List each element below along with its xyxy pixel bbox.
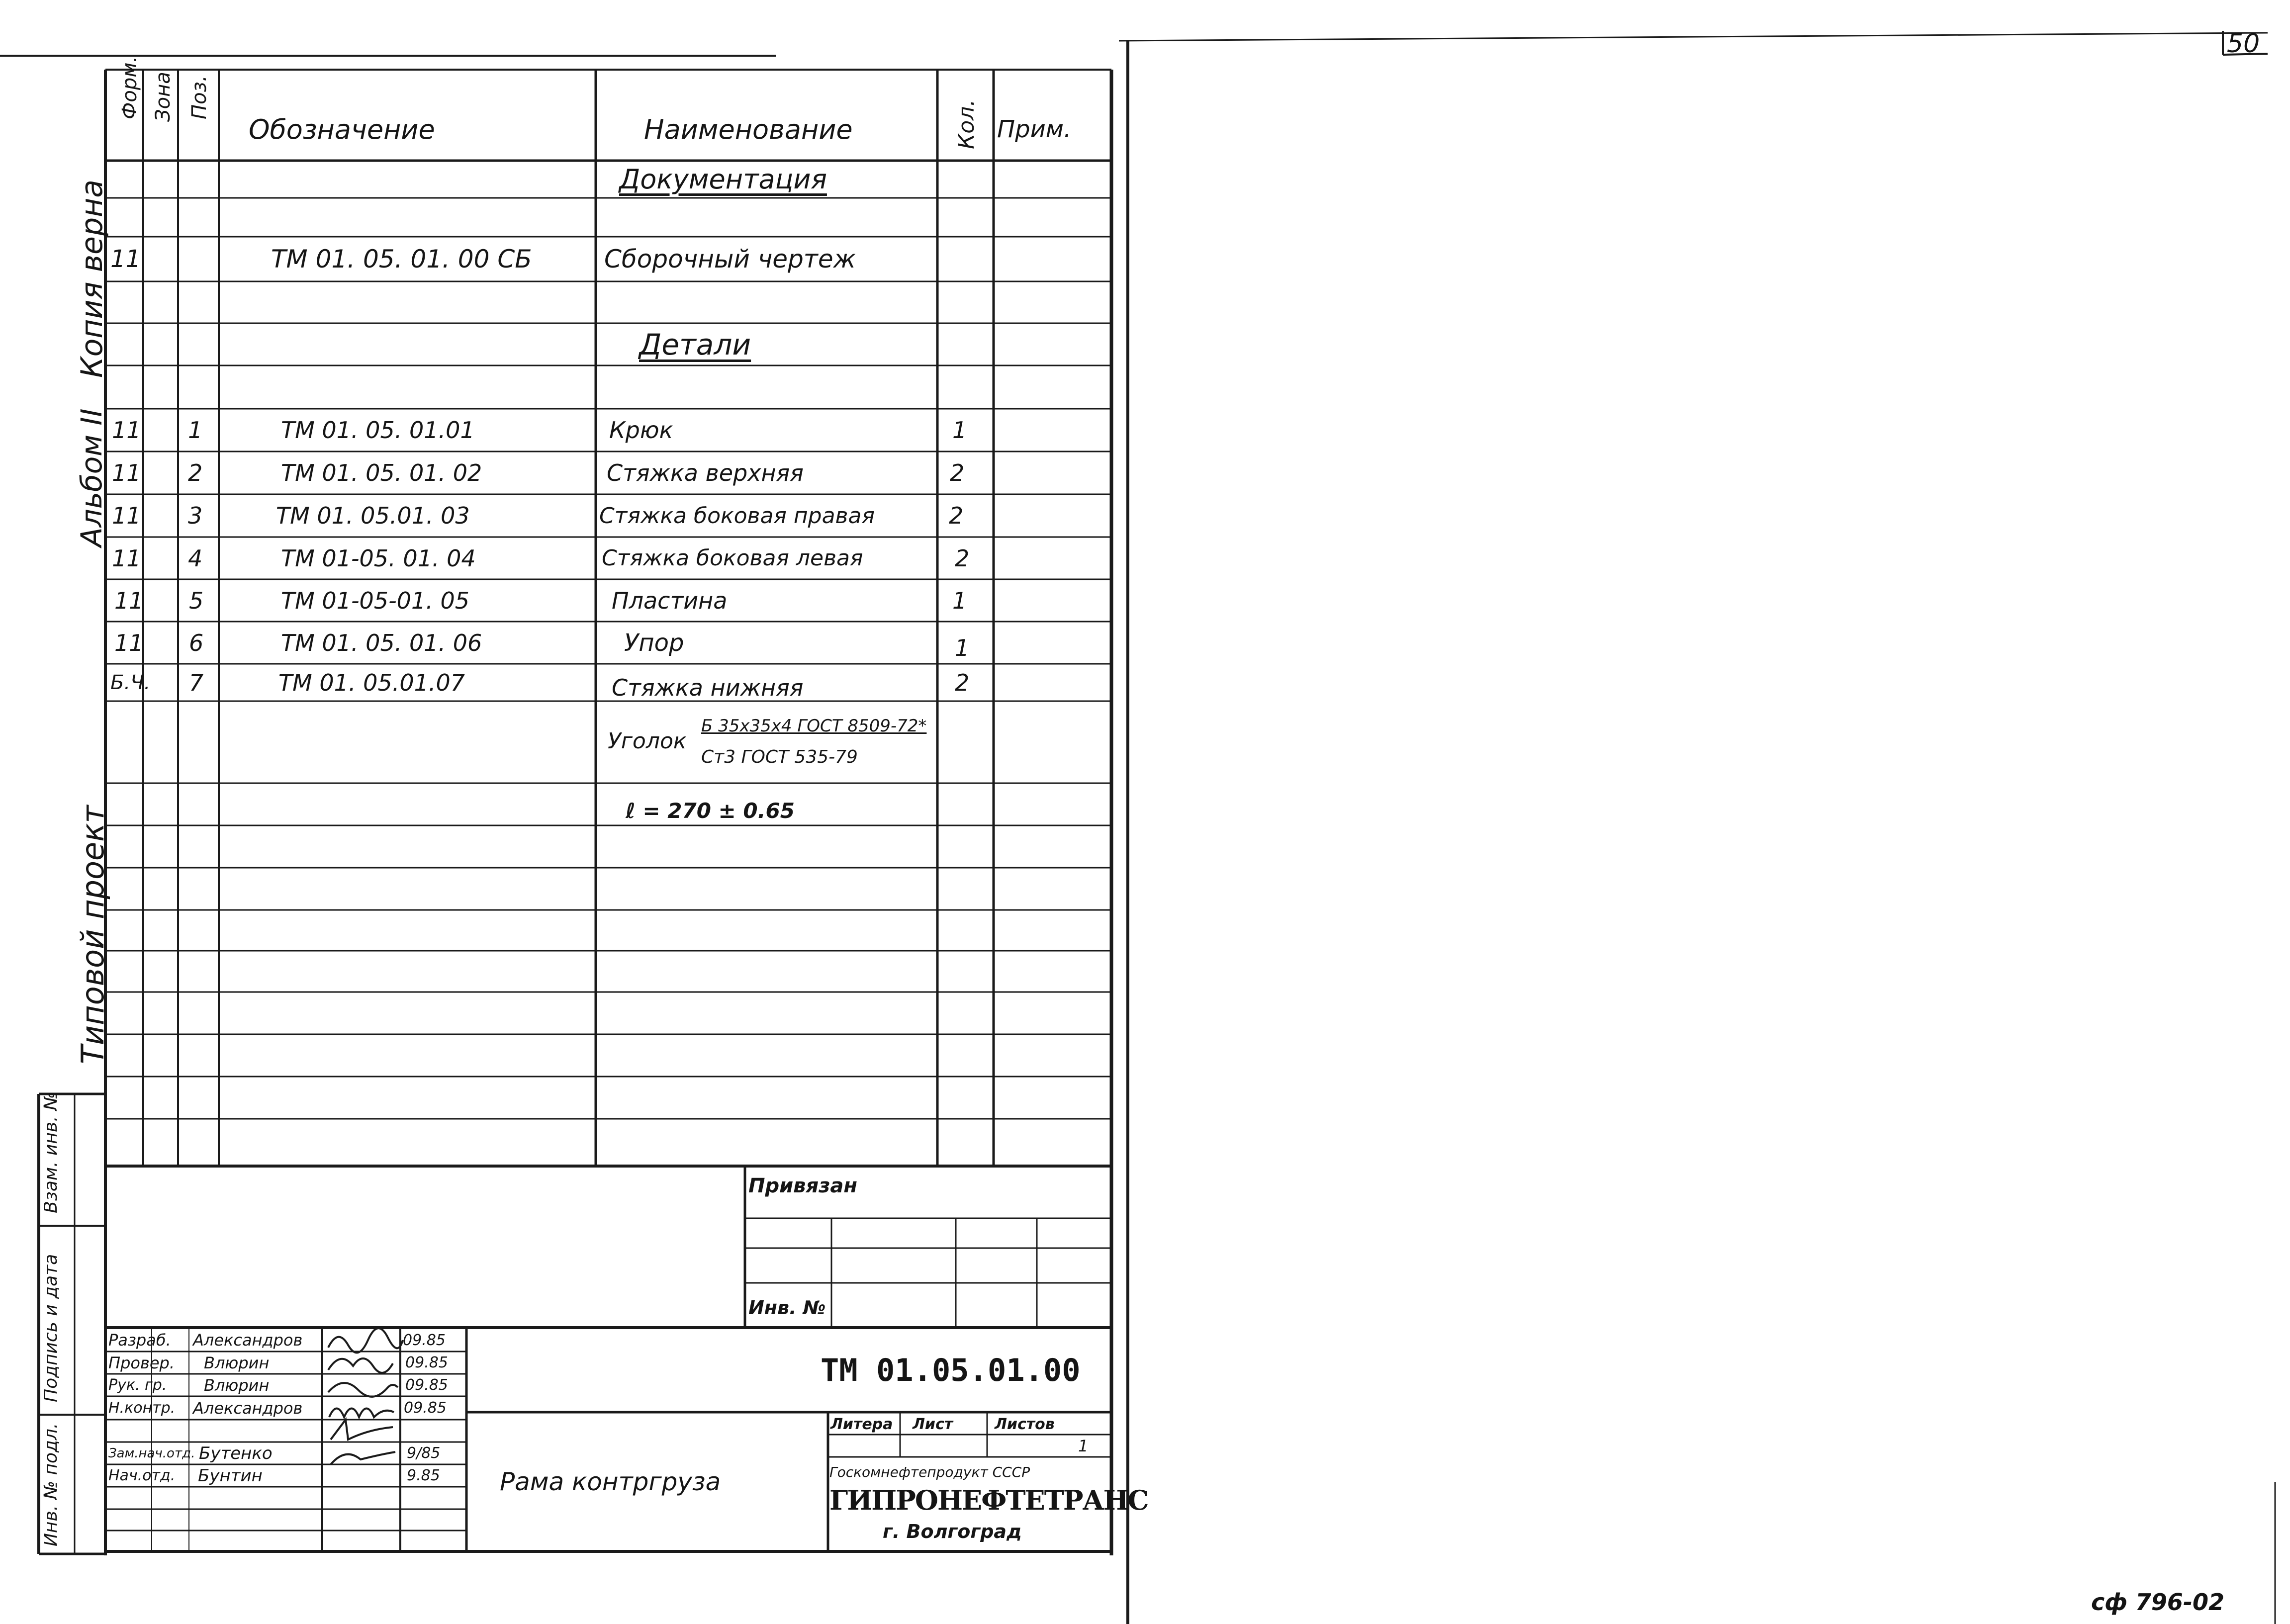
sheet-label: Лист <box>913 1415 953 1433</box>
row-pos: 5 <box>189 587 204 614</box>
row-designation: ТМ 01-05. 01. 04 <box>281 544 476 572</box>
header-qty: Кол. <box>954 99 979 149</box>
document-title: Рама контргруза <box>500 1467 721 1496</box>
doc-row-name: Сборочный чертеж <box>604 245 856 273</box>
row-name: Упор <box>624 629 684 657</box>
sheets-value: 1 <box>1078 1437 1089 1455</box>
doc-row-designation: ТМ 01. 05. 01. 00 СБ <box>271 245 532 273</box>
section-details: Детали <box>639 327 751 361</box>
person-role: Нач.отд. <box>108 1467 176 1484</box>
header-designation: Обозначение <box>249 113 435 145</box>
person-name: Александров <box>193 1398 303 1418</box>
material-line-1: Б 35х35х4 ГОСТ 8509-72* <box>701 716 927 736</box>
row-designation: ТМ 01. 05. 01. 06 <box>281 629 482 656</box>
ministry-name: Госкомнефтепродукт СССР <box>829 1463 1030 1480</box>
row-pos: 2 <box>188 459 203 486</box>
side-label-album: Альбом II <box>75 408 108 547</box>
row-format: 11 <box>112 502 141 529</box>
row-pos: 4 <box>188 544 203 572</box>
row-name: Стяжка боковая правая <box>599 503 875 529</box>
person-name: Влюрин <box>204 1375 270 1395</box>
person-name: Бутенко <box>199 1443 273 1463</box>
side-label-copy-correct: Копия верна <box>75 179 109 378</box>
doc-row-format: 11 <box>110 245 141 273</box>
row-designation: ТМ 01-05-01. 05 <box>281 587 469 614</box>
stage-label: Литера <box>830 1415 893 1433</box>
person-date: 09.85 <box>403 1331 446 1349</box>
binding-label-vzam-inv: Взам. инв. № <box>41 1091 61 1213</box>
row-name: Стяжка боковая левая <box>602 545 863 571</box>
organization-name: ГИПРОНЕФТЕТРАНС <box>829 1484 1148 1516</box>
privyazan-label: Привязан <box>748 1174 858 1197</box>
person-name: Александров <box>193 1331 303 1350</box>
person-date: 9.85 <box>407 1467 440 1484</box>
row-designation: ТМ 01. 05.01. 03 <box>276 502 470 529</box>
row-pos: 7 <box>189 669 204 696</box>
row-pos: 6 <box>189 629 204 656</box>
inv-no-label: Инв. № <box>748 1297 826 1319</box>
row-qty: 1 <box>952 587 967 614</box>
row-format: 11 <box>114 587 144 614</box>
sheet-number: 50 <box>2227 29 2260 59</box>
header-note: Прим. <box>997 115 1072 143</box>
person-name: Влюрин <box>204 1353 270 1372</box>
person-role: Рук. гр. <box>108 1376 167 1394</box>
row-name: Крюк <box>609 417 673 444</box>
binding-label-sign-date: Подпись и дата <box>41 1254 61 1402</box>
row-format: 11 <box>112 417 141 444</box>
person-role: Зам.нач.отд. <box>108 1445 195 1461</box>
row-designation: ТМ 01. 05. 01.01 <box>281 417 475 444</box>
row-name: Стяжка верхняя <box>607 459 804 486</box>
row-name: Стяжка нижняя <box>612 674 804 701</box>
row-format: 11 <box>112 459 141 486</box>
row-format: 11 <box>114 629 144 656</box>
binding-label-inv-orig: Инв. № подл. <box>41 1423 61 1546</box>
city-name: г. Волгоград <box>883 1521 1022 1542</box>
person-role: Н.контр. <box>108 1399 176 1417</box>
length-spec: ℓ = 270 ± 0.65 <box>626 798 795 823</box>
row-format: Б.Ч. <box>110 671 151 694</box>
row-qty: 1 <box>955 634 970 661</box>
row-qty: 1 <box>952 417 967 444</box>
header-zone: Зона <box>152 72 175 122</box>
row-name: Пластина <box>612 587 728 614</box>
section-documentation: Документация <box>619 164 827 195</box>
row-qty: 2 <box>955 544 970 572</box>
person-name: Бунтин <box>198 1465 263 1486</box>
side-label-typical-project: Типовой проект <box>75 805 111 1064</box>
row-designation: ТМ 01. 05. 01. 02 <box>281 459 482 486</box>
header-name: Наименование <box>644 113 853 145</box>
person-role: Провер. <box>108 1353 175 1372</box>
person-date: 09.85 <box>405 1376 448 1394</box>
sheets-label: Листов <box>995 1415 1055 1433</box>
row-qty: 2 <box>950 459 965 486</box>
person-date: 9/85 <box>407 1444 441 1462</box>
person-role: Разраб. <box>108 1331 171 1350</box>
material-line-2: Ст3 ГОСТ 535-79 <box>701 746 858 767</box>
header-pos: Поз. <box>188 75 211 119</box>
material-label: Уголок <box>608 728 687 754</box>
footer-code: сф 796-02 <box>2091 1589 2225 1616</box>
document-designation: ТМ 01.05.01.00 <box>821 1352 1081 1388</box>
row-qty: 2 <box>955 669 970 696</box>
person-date: 09.85 <box>405 1354 448 1371</box>
person-date: 09.85 <box>404 1399 447 1417</box>
row-designation: ТМ 01. 05.01.07 <box>278 669 465 696</box>
row-pos: 1 <box>188 417 203 444</box>
row-qty: 2 <box>949 502 964 529</box>
header-format: Форм. <box>118 56 141 119</box>
row-pos: 3 <box>188 502 203 529</box>
row-format: 11 <box>112 544 141 572</box>
